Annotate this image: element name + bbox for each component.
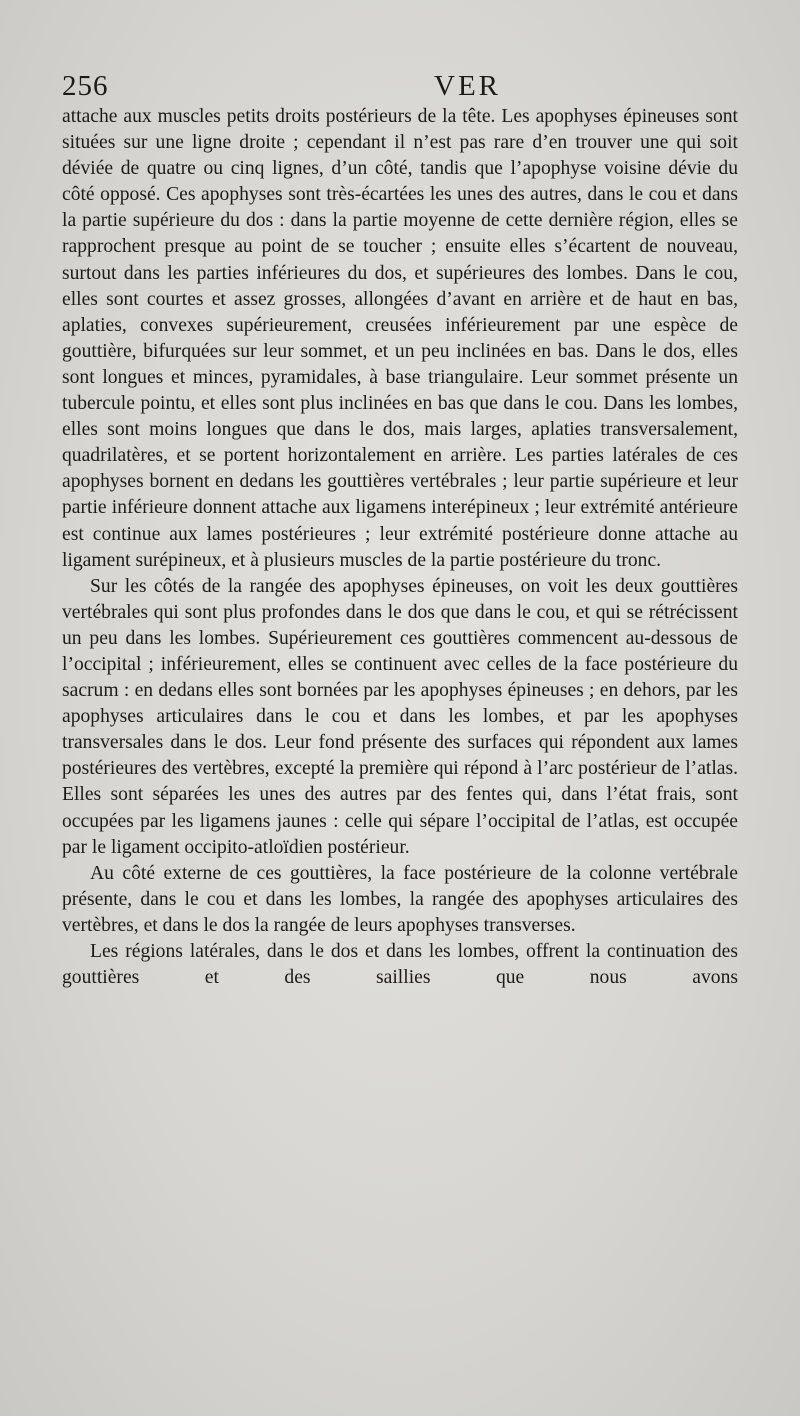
page-header	[62, 70, 738, 106]
page-number: 256	[62, 70, 109, 102]
paragraph-lateral-regions: Les régions latérales, dans le dos et dans les lombes, offrent la continuation des gouttières et des saillies que nous avons	[62, 941, 738, 989]
paragraph-vertebral-gutters: Sur les côtés de la rangée des apophyses épineuses, on voit les deux gouttières vertébrales qui sont plus profondes dans le dos que dans le cou, et qui se rétrécissent un peu dans les lombes. Supérieurement ces gouttières commencent au-dessous de l’occipital ; inférieurement, elles se continuent avec celles de la face postérieure du sacrum : en dedans elles sont bornées par les apophyses épineuses ; en dehors, par les apophyses articulaires dans le cou et dans les lombes, et par les apophyses transversales dans le dos. Leur fond présente des surfaces qui répondent aux lames postérieures des vertèbres, excepté la première qui répond à l’arc postérieur de l’atlas. Elles sont séparées les unes des autres par des fentes qui, dans l’état frais, sont occupées par les ligamens jaunes : celle qui sépare l’occipital de l’atlas, est occupée par le ligament occipito-atloïdien postérieur.	[62, 575, 738, 858]
running-head: VER	[434, 70, 501, 102]
body-text	[62, 104, 738, 991]
paragraph-continuation: attache aux muscles petits droits postérieurs de la tête. Les apophyses épineuses sont situées sur une ligne droite ; cependant il n’est pas rare d’en trouver une qui soit déviée de quatre ou cinq lignes, d’un côté, tandis que l’apophyse voisine dévie du côté opposé. Ces apophyses sont très-écartées les unes des autres, dans le cou et dans la partie supérieure du dos : dans la partie moyenne de cette dernière région, elles se rapprochent presque au point de se toucher ; ensuite elles s’écartent de nouveau, surtout dans les parties inférieures du dos, et supérieures des lombes. Dans le cou, elles sont courtes et assez grosses, allongées d’avant en arrière et de haut en bas, aplaties, convexes supérieurement, creusées inférieurement par une espèce de gouttière, bifurquées sur leur sommet, et un peu inclinées en bas. Dans le dos, elles sont longues et minces, pyramidales, à base triangulaire. Leur sommet présente un tubercule pointu, et elles sont plus inclinées en bas que dans le cou. Dans les lombes, elles sont moins longues que dans le dos, mais larges, aplaties transversalement, quadrilatères, et se portent horizontalement en arrière. Les parties latérales de ces apophyses bornent en dedans les gouttières vertébrales ; leur partie supérieure et leur partie inférieure donnent attache aux ligamens interépineux ; leur extrémité antérieure est continue aux lames postérieures ; leur extrémité postérieure donne attache au ligament surépineux, et à plusieurs muscles de la partie postérieure du tronc.	[62, 106, 738, 571]
paragraph-articular-processes: Au côté externe de ces gouttières, la face postérieure de la colonne vertébrale présente, dans le cou et dans les lombes, la rangée des apophyses articulaires des vertèbres, et dans le dos la rangée de leurs apophyses transverses.	[62, 862, 738, 936]
